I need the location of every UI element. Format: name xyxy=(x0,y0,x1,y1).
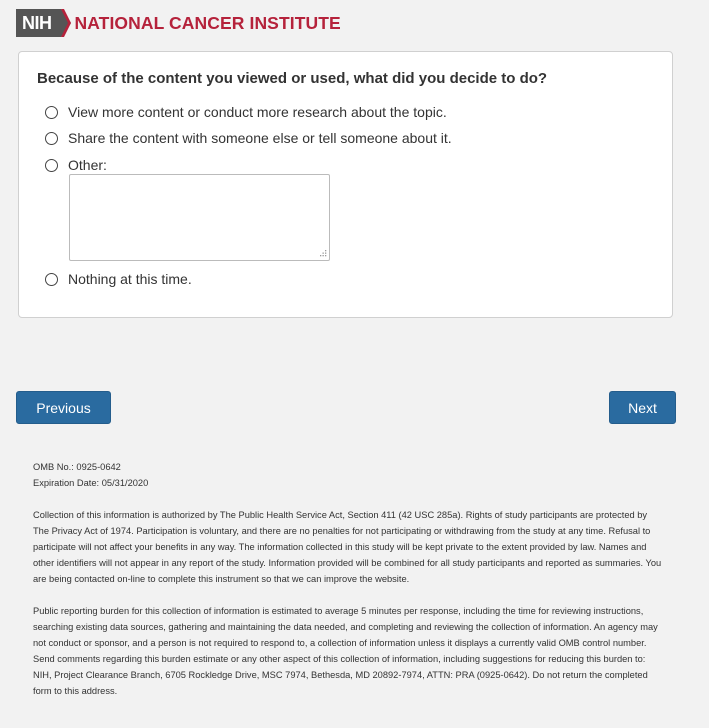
site-header xyxy=(16,8,341,38)
omb-number: OMB No.: 0925-0642 xyxy=(33,462,121,472)
authority-paragraph: Collection of this information is authorized by The Public Health Service Act, Section 411 (42 USC 285a). Rights of study participants are protected by The Privacy Act of 1974. Participation is voluntary, and there are no penalties for not participating or withdrawing from the study at any time. Refusal to participate will not affect your benefits in any way. The information collected in this study will be kept private to the extent provided by law. Names and other identifiers will not appear in any report of the study. Information provided will be combined for all study participants and reported as summaries. You are being contacted on-line to complete this instrument so that we can improve the website. xyxy=(33,510,662,584)
footer-disclaimer xyxy=(33,459,663,699)
radio-button[interactable] xyxy=(45,159,58,172)
previous-button[interactable]: Previous xyxy=(16,391,111,424)
next-button[interactable]: Next xyxy=(609,391,676,424)
question-card xyxy=(18,51,673,318)
option-other[interactable] xyxy=(45,157,107,173)
question-text: Because of the content you viewed or used, what did you decide to do? xyxy=(37,70,548,87)
option-label: Share the content with someone else or tell someone about it. xyxy=(68,130,452,146)
radio-button[interactable] xyxy=(45,106,58,119)
nih-chevron-icon xyxy=(57,9,71,37)
other-text-input[interactable] xyxy=(69,174,330,261)
option-label: Nothing at this time. xyxy=(68,271,192,287)
option-nothing[interactable] xyxy=(45,271,192,287)
option-share[interactable] xyxy=(45,130,452,146)
institute-name: NATIONAL CANCER INSTITUTE xyxy=(74,12,341,33)
radio-button[interactable] xyxy=(45,132,58,145)
option-view-more[interactable] xyxy=(45,104,447,120)
nih-logo-text: NIH xyxy=(22,13,52,33)
nih-logo xyxy=(16,9,57,37)
option-label: View more content or conduct more research about the topic. xyxy=(68,104,447,120)
resize-grip-icon[interactable] xyxy=(318,249,327,258)
option-label: Other: xyxy=(68,157,107,173)
burden-paragraph: Public reporting burden for this collection of information is estimated to average 5 minutes per response, including the time for reviewing instructions, searching existing data sources, gathering and maintaining the data needed, and completing and reviewing the collection of information. An agency may not conduct or sponsor, and a person is not required to respond to, a collection of information unless it displays a currently valid OMB control number. Send comments regarding this burden estimate or any other aspect of this collection of information, including suggestions for reducing this burden to: NIH, Project Clearance Branch, 6705 Rockledge Drive, MSC 7974, Bethesda, MD 20892-7974, ATTN: PRA (0925-0642). Do not return the completed form to this address. xyxy=(33,606,658,696)
expiration-date: Expiration Date: 05/31/2020 xyxy=(33,478,149,488)
radio-button[interactable] xyxy=(45,273,58,286)
